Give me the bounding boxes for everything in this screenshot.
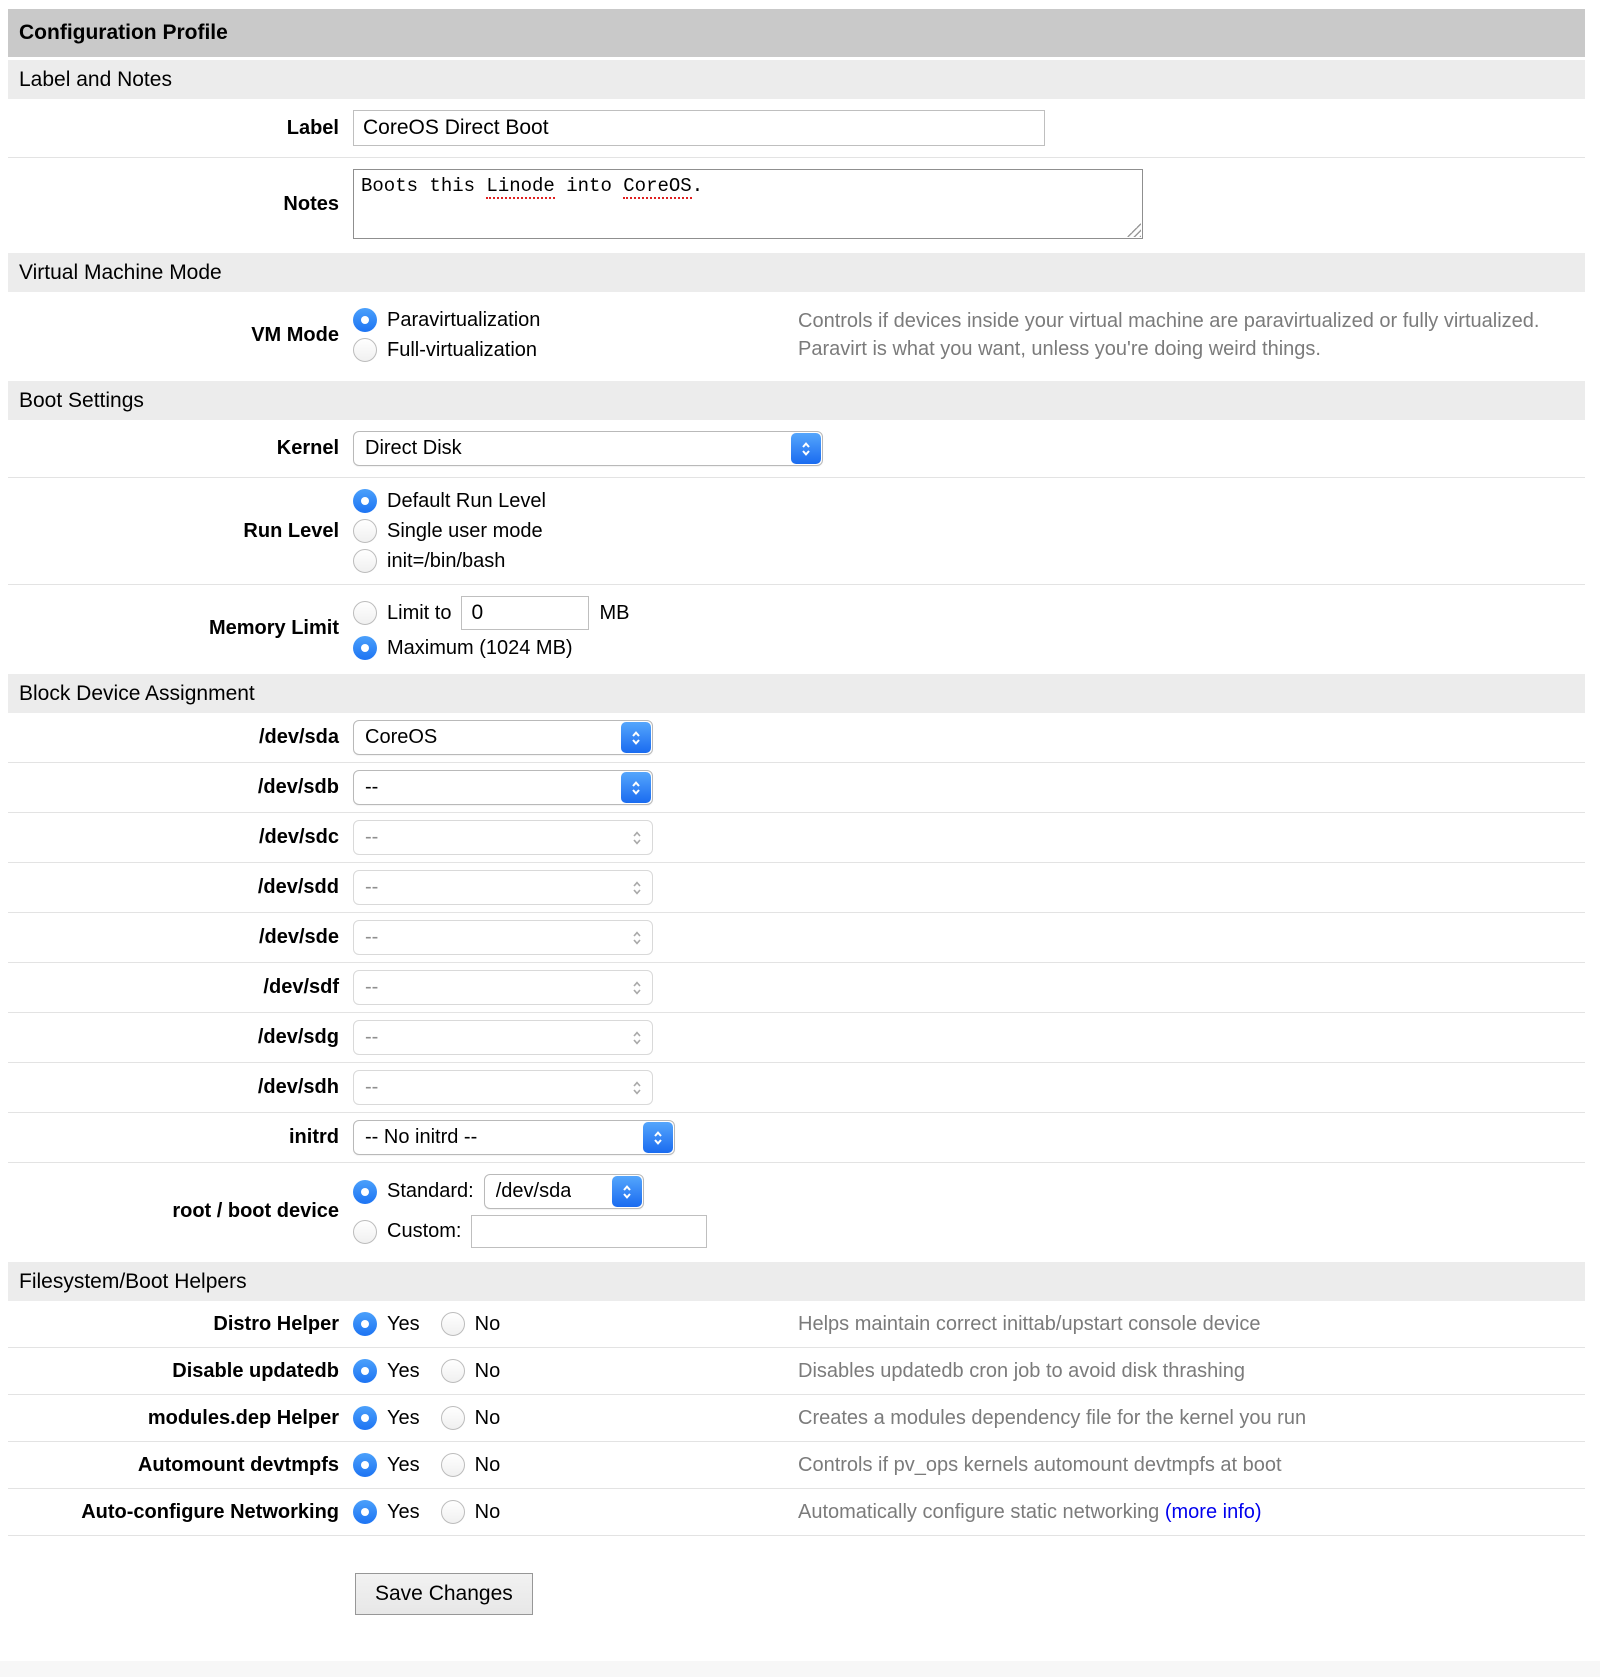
section-header-helpers: Filesystem/Boot Helpers (8, 1262, 1585, 1301)
device-row-sdc: /dev/sdc -- (8, 812, 1585, 862)
vm-mode-row (8, 292, 1585, 378)
bottom-strip (0, 1661, 1600, 1677)
select-arrows-icon (631, 1021, 643, 1054)
initrd-select[interactable]: -- No initrd -- (353, 1120, 675, 1155)
memory-unit-label: MB (599, 601, 630, 624)
memory-limit-row (8, 584, 1585, 671)
vm-mode-help: Controls if devices inside your virtual machine are paravirtualized or fully virtualized. Paravirt is what you want, unless you're doing weird things. (798, 310, 1540, 360)
select-arrows-icon (631, 1071, 643, 1104)
auto-configure-networking-help: Automatically configure static networking (more info) (798, 1501, 1262, 1523)
memory-limit-label: Memory Limit (208, 616, 339, 639)
select-arrows-icon (621, 772, 651, 803)
configuration-profile-form (8, 9, 1585, 1661)
kernel-label: Kernel (276, 437, 339, 459)
distro-helper-row: Distro Helper Yes No Helps maintain correct inittab/upstart console device (8, 1301, 1585, 1347)
disable-updatedb-row: Disable updatedb Yes No Disables updatedb cron job to avoid disk thrashing (8, 1347, 1585, 1394)
notes-textarea[interactable] (353, 169, 1143, 239)
radio-icon (441, 1406, 465, 1430)
section-label-and-notes (8, 99, 1585, 250)
select-arrows-icon (631, 821, 643, 854)
automount-devtmpfs-no-radio[interactable]: No (441, 1453, 501, 1477)
radio-icon (353, 489, 377, 513)
device-row-sdg: /dev/sdg -- (8, 1012, 1585, 1062)
vm-mode-label: VM Mode (251, 323, 339, 346)
notes-misspelled-word: Linode (486, 175, 555, 197)
sdb-select[interactable]: -- (353, 770, 653, 805)
label-field-label: Label (286, 116, 339, 139)
radio-icon (353, 338, 377, 362)
section-helpers (8, 1301, 1585, 1536)
modules-dep-helper-row: modules.dep Helper Yes No Creates a modules dependency file for the kernel you run (8, 1394, 1585, 1441)
root-standard-radio[interactable]: Standard: (353, 1180, 474, 1204)
distro-helper-help: Helps maintain correct inittab/upstart console device (798, 1313, 1261, 1335)
vm-mode-full-virtualization-radio[interactable]: Full-virtualization (353, 338, 798, 362)
initrd-row: initrd -- No initrd -- (8, 1112, 1585, 1162)
section-header-boot-settings: Boot Settings (8, 381, 1585, 420)
section-block-devices (8, 713, 1585, 1259)
notes-misspelled-word: CoreOS (623, 175, 692, 197)
device-row-sdd: /dev/sdd -- (8, 862, 1585, 912)
notes-text: into (554, 175, 624, 197)
root-boot-device-row (8, 1162, 1585, 1259)
sde-select: -- (353, 920, 653, 955)
select-arrows-icon (643, 1122, 673, 1153)
root-custom-radio[interactable]: Custom: (353, 1220, 461, 1244)
kernel-row (8, 420, 1585, 477)
run-level-single-user-radio[interactable]: Single user mode (353, 519, 798, 543)
vm-mode-paravirtualization-radio[interactable]: Paravirtualization (353, 308, 798, 332)
disable-updatedb-no-radio[interactable]: No (441, 1359, 501, 1383)
select-arrows-icon (631, 971, 643, 1004)
sdf-select: -- (353, 970, 653, 1005)
save-changes-button[interactable]: Save Changes (355, 1573, 533, 1615)
automount-devtmpfs-yes-radio[interactable]: Yes (353, 1453, 420, 1477)
device-row-sdf: /dev/sdf -- (8, 962, 1585, 1012)
memory-limit-input[interactable] (461, 596, 589, 630)
section-boot-settings (8, 420, 1585, 671)
select-arrows-icon (631, 871, 643, 904)
disable-updatedb-yes-radio[interactable]: Yes (353, 1359, 420, 1383)
select-arrows-icon (791, 433, 821, 464)
run-level-init-bash-radio[interactable]: init=/bin/bash (353, 549, 798, 573)
memory-maximum-radio[interactable]: Maximum (1024 MB) (353, 636, 798, 660)
distro-helper-no-radio[interactable]: No (441, 1312, 501, 1336)
radio-icon (353, 1220, 377, 1244)
sdh-select: -- (353, 1070, 653, 1105)
label-row (8, 99, 1585, 157)
run-level-row (8, 477, 1585, 584)
section-vm-mode (8, 292, 1585, 378)
select-arrows-icon (631, 921, 643, 954)
automount-devtmpfs-row: Automount devtmpfs Yes No Controls if pv_ops kernels automount devtmpfs at boot (8, 1441, 1585, 1488)
automount-devtmpfs-help: Controls if pv_ops kernels automount devtmpfs at boot (798, 1454, 1282, 1476)
radio-icon (353, 1359, 377, 1383)
radio-icon (441, 1500, 465, 1524)
sdg-select: -- (353, 1020, 653, 1055)
footer (8, 1536, 1585, 1661)
notes-row (8, 157, 1585, 250)
disable-updatedb-help: Disables updatedb cron job to avoid disk thrashing (798, 1360, 1245, 1382)
auto-configure-networking-yes-radio[interactable]: Yes (353, 1500, 420, 1524)
distro-helper-yes-radio[interactable]: Yes (353, 1312, 420, 1336)
radio-icon (353, 549, 377, 573)
radio-icon (353, 1312, 377, 1336)
label-input[interactable] (353, 110, 1045, 146)
radio-icon (441, 1453, 465, 1477)
notes-text: Boots this (361, 175, 487, 197)
notes-text: . (691, 175, 704, 197)
more-info-link[interactable]: (more info) (1164, 1501, 1262, 1523)
select-arrows-icon (621, 722, 651, 753)
radio-icon (353, 308, 377, 332)
radio-icon (353, 601, 377, 625)
device-row-sda: /dev/sda CoreOS (8, 713, 1585, 762)
device-row-sdh: /dev/sdh -- (8, 1062, 1585, 1112)
radio-icon (441, 1312, 465, 1336)
notes-field-label: Notes (283, 192, 339, 215)
auto-configure-networking-no-radio[interactable]: No (441, 1500, 501, 1524)
kernel-select[interactable]: Direct Disk (353, 431, 823, 466)
root-boot-device-label: root / boot device (172, 1199, 339, 1222)
sda-select[interactable]: CoreOS (353, 720, 653, 755)
auto-configure-networking-row: Auto-configure Networking Yes No Automatically configure static networking (more info) (8, 1488, 1585, 1535)
radio-icon (353, 1406, 377, 1430)
sdd-select: -- (353, 870, 653, 905)
radio-icon (353, 519, 377, 543)
modules-dep-yes-radio[interactable]: Yes (353, 1406, 420, 1430)
section-header-label-and-notes: Label and Notes (8, 60, 1585, 99)
radio-icon (353, 1180, 377, 1204)
page-title: Configuration Profile (8, 9, 1585, 57)
resize-grip-icon[interactable] (1127, 223, 1141, 237)
device-row-sdb: /dev/sdb -- (8, 762, 1585, 812)
radio-icon (353, 636, 377, 660)
run-level-label: Run Level (243, 519, 339, 542)
select-arrows-icon (612, 1176, 642, 1207)
modules-dep-help: Creates a modules dependency file for the kernel you run (798, 1407, 1307, 1429)
root-standard-select[interactable]: /dev/sda (484, 1174, 644, 1209)
radio-icon (353, 1500, 377, 1524)
sdc-select: -- (353, 820, 653, 855)
radio-icon (441, 1359, 465, 1383)
modules-dep-no-radio[interactable]: No (441, 1406, 501, 1430)
section-header-block-devices: Block Device Assignment (8, 674, 1585, 713)
device-row-sde: /dev/sde -- (8, 912, 1585, 962)
root-custom-input[interactable] (471, 1215, 707, 1248)
section-header-vm-mode: Virtual Machine Mode (8, 253, 1585, 292)
run-level-default-radio[interactable]: Default Run Level (353, 489, 798, 513)
memory-limit-to-radio[interactable]: Limit to (353, 601, 451, 625)
radio-icon (353, 1453, 377, 1477)
